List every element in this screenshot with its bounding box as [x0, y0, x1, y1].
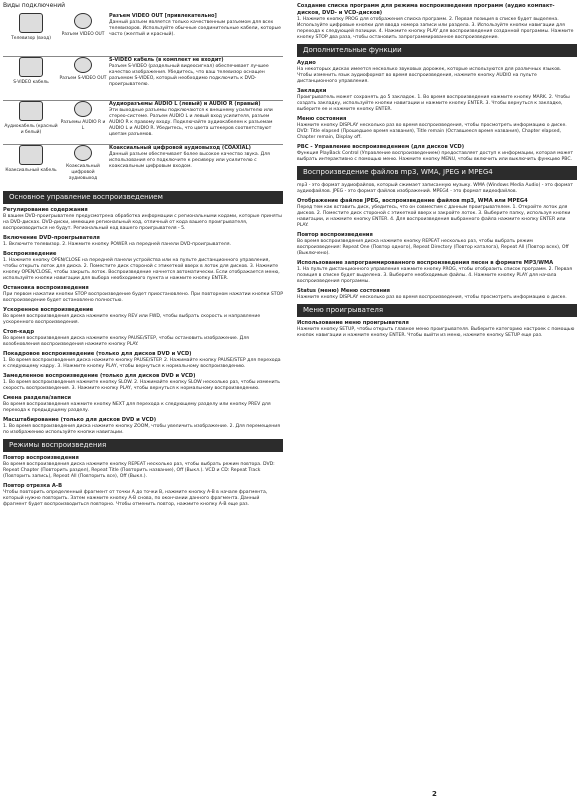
section-text: 1. Во время воспроизведения диска нажмите кнопку ZOOM, чтобы увеличить изображение. 2. Для перемещения по изображению используйте кнопки навигации. — [3, 423, 280, 436]
jack-icon — [74, 57, 92, 73]
section-text: 1. Нажмите кнопку OPEN/CLOSE на передней панели устройства или на пульте дистанционного управления, чтобы открыть лоток для диска. 2. Поместите диск стороной с этикеткой вверх в лоток для дисков. 3. Нажмите кнопку OPEN/CLOSE, чтобы закрыть лоток. Воспроизведение начнется автоматически. Если отображается меню, используйте кнопки навигации для выбора необходимого пункта и нажмите кнопку ENTER. — [3, 257, 280, 282]
section-heading: Повтор воспроизведения — [3, 455, 79, 462]
mp3-section-bar: Воспроизведение файлов mp3, WMA, JPEG и MPEG4 — [297, 166, 577, 179]
section-heading: Закладки — [297, 88, 327, 95]
section-text: Проигрыватель может сохранять до 5 закладок. 1. Во время воспроизведения нажмите кнопку MARK. 2. Чтобы создать закладку, используйте кнопки навигации и нажмите кнопку ENTER. 3. Чтобы вернуться к закладке, выберите ее и нажмите кнопку ENTER. — [297, 95, 570, 113]
section-heading: Остановка воспроизведения — [3, 285, 89, 292]
connection-right — [59, 57, 107, 82]
connection-row — [3, 56, 283, 100]
connection-description — [107, 145, 283, 170]
connection-left — [3, 101, 59, 136]
connection-left — [3, 57, 59, 86]
connection-left — [3, 13, 59, 42]
extra-sections — [297, 60, 577, 163]
connections-title: Виды подключений — [3, 2, 66, 9]
section-heading: Повтор отрезка A-B — [3, 483, 63, 490]
menu-text: Нажмите кнопку SETUP, чтобы открыть главное меню проигрывателя. Выберите категорию настроек с помощью кнопок навигации и нажмите кнопку ENTER. Чтобы выйти из меню, нажмите кнопку SETUP еще раз. — [297, 326, 575, 338]
connection-right-caption: Разъем S-VIDEO OUT — [59, 75, 107, 81]
mp3-intro: mp3 - это формат аудиофайлов, который сжимает записанную музыку. WMA (Windows Media Audio) - это формат аудиофайлов. JPEG - это формат файлов изображений. MPEG4 - это формат видеофайлов. — [297, 182, 573, 194]
program-text: 1. Нажмите кнопку PROG для отображения списка программ. 2. Первая позиция в списке будет выделена. Используйте цифровые кнопки для ввода номера записи или раздела. 3. Используйте кнопки навигации для перехода к следующей позиции. 4. Нажмите кнопку PLAY для воспроизведения созданной программы. Нажмите кнопку STOP два раза, чтобы остановить запрограммированное воспроизведение. — [297, 16, 574, 40]
connection-left-caption: Аудиокабель (красный и белый) — [4, 123, 58, 135]
modes-section-bar: Режимы воспроизведения — [3, 439, 283, 452]
connection-right-caption: Коаксиальный цифровой аудиовыход — [66, 163, 100, 181]
section-heading: Смена раздела/записи — [3, 395, 72, 402]
connection-title: Аудиоразъемы AUDIO L (левый) и AUDIO R (правый) — [109, 100, 261, 107]
connection-title: Разъем VIDEO OUT [привлекательно] — [109, 12, 217, 19]
connection-row — [3, 13, 283, 56]
section-text: Во время воспроизведения диска нажмите кнопку REPEAT несколько раз, чтобы выбрать режим повтора. DVD: Repeat Chapter (Повторить раздел), Repeat Title (Повторить название), Off (Выкл.). VCD и CD: Repeat Track (Повторить запись), Repeat All (Повторить все), Off (Выкл.). — [3, 462, 275, 480]
basic-sub-heading: Регулирование содержания — [3, 207, 88, 214]
connection-row — [3, 100, 283, 144]
section-heading: Отображение файлов JPEG, воспроизведение файлов mp3, WMA или MPEG4 — [297, 197, 528, 204]
section-text: Во время воспроизведения диска нажмите кнопку REV или FWD, чтобы выбрать скорость и направление ускоренного воспроизведения. — [3, 314, 261, 326]
section-text: 1. Включите телевизор. 2. Нажмите кнопку POWER на передней панели DVD-проигрывателя. — [3, 242, 231, 248]
basic-intro: В вашем DVD-проигрывателе предусмотрена обработка информации с региональными кодами, которые приняты на DVD-дисках. DVD-диски, имеющие региональный код, отличный от кода вашего проигрывателя, воспроизводиться не будут. Региональный код вашего проигрывателя - 5. — [3, 214, 282, 232]
program-heading: Создание списка программ для режима воспроизведения программ (аудио компакт-дисков, DVD- и VCD-дисков) — [297, 3, 555, 16]
menu-section-bar: Меню проигрывателя — [297, 304, 577, 317]
connection-title: S-VIDEO кабель (в комплект не входит) — [109, 56, 224, 63]
section-text: Нажмите кнопку DISPLAY несколько раз во время воспроизведения, чтобы просмотреть информацию о диске. — [297, 294, 567, 300]
section-heading: Повтор воспроизведения — [297, 231, 373, 238]
section-heading: Включение DVD-проигрывателя — [3, 235, 100, 242]
connection-left-caption: Коаксиальный кабель — [5, 167, 57, 173]
section-text: Во время воспроизведения диска нажмите кнопку PAUSE/STEP, чтобы остановить изображение. Для возобновления воспроизведения нажмите кнопку PLAY. — [3, 336, 249, 348]
connection-description — [107, 13, 283, 38]
section-heading: Status (меню) Меню состояния — [297, 287, 390, 294]
section-text: Во время воспроизведения диска нажмите кнопку REPEAT несколько раз, чтобы выбрать режим воспроизведения: Repeat One (Повтор одного), Repeat Directory (Повтор каталога), Repeat All (Повтор всех), Off (Выключено). — [297, 238, 569, 256]
jack-icon — [74, 101, 92, 117]
connection-left-caption: Телевизор (вход) — [11, 35, 51, 41]
connection-description — [107, 101, 283, 138]
basic-sections — [3, 235, 283, 436]
mp3-sections — [297, 198, 577, 301]
connection-text: Данный разъем является только качественным разъемом для всех телевизоров. Используйте обычные соединительные кабели, которые часто (желтый и красный). — [109, 19, 281, 37]
section-text: Функция PlayBack Control (Управление воспроизведением) предоставляет доступ к информации, которая может выбрать интерактивно с помощью меню. Нажмите кнопку MENU, чтобы включить или выключить функцию PBC. — [297, 151, 573, 163]
connection-title: Коаксиальный цифровой аудиовыход (COAXIAL) — [109, 144, 251, 151]
cable-icon — [19, 57, 43, 77]
section-text: Чтобы повторить определенный фрагмент от точки A до точки B, нажмите кнопку A-B в начале фрагмента, который нужно повторить. Затем нажмите кнопку A-B снова, по окончании данного фрагмента. Данный фрагмент будет воспроизводиться повторно. Чтобы отменить повтор, нажмите кнопку A-B еще раз. — [3, 490, 268, 508]
cable-icon — [19, 145, 43, 165]
connection-text: Эти выходные разъемы подключаются к внешнему усилителю или стерео-системе. Разъем AUDIO L и левый вход усилителя, разъем AUDIO R к правому входу. Подключайте аудиокабелем к разъемам AUDIO L и AUDIO R. Убедитесь, что цвета штекеров соответствуют цветам разъемов. — [109, 107, 273, 137]
connection-right — [59, 101, 107, 132]
section-heading: Масштабирование (только для дисков DVD и VCD) — [3, 417, 157, 424]
connection-text: Данный разъем обеспечивает более высокое качество звука. Для использования его подключите к ресиверу или усилителю с коаксиальным цифровым входом. — [109, 151, 270, 169]
section-heading: PBC - Управление воспроизведением (для дисков VCD) — [297, 144, 465, 151]
jack-icon — [74, 145, 92, 161]
connection-description — [107, 57, 283, 88]
mode-sections — [3, 455, 283, 508]
basic-section-bar: Основное управление воспроизведением — [3, 191, 283, 204]
connections-list — [3, 13, 283, 188]
section-heading: Замедленное воспроизведение (только для дисков DVD и VCD) — [3, 373, 196, 380]
section-heading: Ускоренное воспроизведение — [3, 307, 94, 314]
section-heading: Стоп-кадр — [3, 329, 35, 336]
connection-right-caption: Разъемы AUDIO R и L — [60, 119, 106, 131]
section-heading: Аудио — [297, 60, 316, 67]
left-column — [3, 0, 283, 510]
connection-left-caption: S-VIDEO кабель — [13, 79, 49, 85]
section-heading: Меню состояния — [297, 116, 347, 123]
section-text: Во время воспроизведения нажмите кнопку NEXT для перехода к следующему разделу или кнопку PREV для перехода к предыдущему разделу. — [3, 402, 271, 414]
right-column — [297, 0, 577, 341]
connection-row — [3, 144, 283, 188]
connection-right — [59, 13, 107, 38]
section-text: 1. На пульте дистанционного управления нажмите кнопку PROG, чтобы отобразить список программ. 2. Первая позиция в списке будет выделена. 3. Выберите необходимые файлы. 4. Нажмите кнопку PLAY для начала воспроизведения программы. — [297, 266, 573, 284]
section-text: Нажмите кнопку DISPLAY несколько раз во время воспроизведения, чтобы просмотреть информацию о диске. DVD: Title elapsed (Прошедшее время названия), Title remain (Оставшееся время названия), Chapter elapsed, Chapter remain, Display off. — [297, 123, 567, 141]
connection-right — [59, 145, 107, 182]
section-text: При первом нажатии кнопки STOP воспроизведение будет приостановлено. При повторном нажатии кнопки STOP воспроизведение будет остановлено полностью. — [3, 292, 283, 304]
cable-icon — [19, 101, 43, 121]
extra-section-bar: Дополнительные функции — [297, 44, 577, 57]
section-text: 1. Во время воспроизведения нажмите кнопку SLOW. 2. Нажимайте кнопку SLOW несколько раз, чтобы изменить скорость воспроизведения. 3. Нажмите кнопку PLAY, чтобы вернуться к нормальному воспроизведению. — [3, 380, 281, 392]
section-heading: Покадровое воспроизведение (только для дисков DVD и VCD) — [3, 351, 192, 358]
page-number: 2 — [432, 789, 437, 798]
section-heading: Воспроизведение — [3, 251, 57, 258]
connection-right-caption: Разъем VIDEO OUT — [61, 31, 105, 37]
connection-text: Разъем S-VIDEO (раздельный видеосигнал) обеспечивает лучшее качество изображения. Убедитесь, что ваш телевизор оснащен разъемом S-VIDEO, который необходимо подключить к DVD-проигрывателю. — [109, 63, 269, 87]
connection-left — [3, 145, 59, 174]
menu-heading: Использование меню проигрывателя — [297, 320, 409, 327]
section-heading: Использование запрограммированного воспроизведения песен в формате MP3/WMA — [297, 259, 554, 266]
section-text: На некоторых дисках имеется несколько звуковых дорожек, которые используются для различных языков. Чтобы изменить язык аудиоформат во время воспроизведения, нажмите кнопку AUDIO на пульте дистанционного управления. — [297, 67, 562, 85]
section-text: 1. Во время воспроизведения диска нажмите кнопку PAUSE/STEP. 2. Нажимайте кнопку PAUSE/STEP для перехода к следующему кадру. 3. Нажмите кнопку PLAY, чтобы вернуться к нормальному воспроизведению. — [3, 358, 281, 370]
jack-icon — [74, 13, 92, 29]
section-text: Перед тем как вставить диск, убедитесь, что он совместим с данным проигрывателем. 1. Откройте лоток для дисков. 2. Поместите диск стороной с этикеткой вверх и закройте лоток. 3. Выберите папку, используя кнопки навигации, и нажмите кнопку ENTER. 4. Для воспроизведения выбранного файла нажмите кнопку ENTER или PLAY. — [297, 204, 571, 228]
cable-icon — [19, 13, 43, 33]
